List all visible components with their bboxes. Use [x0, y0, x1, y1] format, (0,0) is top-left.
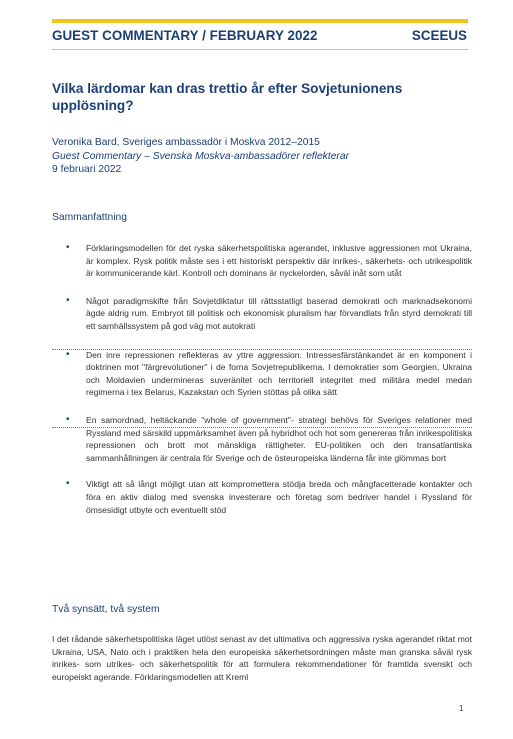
header-bottom-rule [52, 49, 468, 50]
summary-bullet [52, 349, 472, 399]
bullet-text: Något paradigmskifte från Sovjetdiktatur till rättsstatligt baserad demokrati och marknadsekonomi ägde aldrig rum. Embryot till politisk och ekonomisk pluralism har förvandlats från styrd demokrati till ett samhällssystem på god väg mot autokrati [86, 295, 472, 331]
summary-bullet [52, 242, 472, 280]
section-heading: Två synsätt, två system [52, 604, 160, 615]
bullet-icon: • [66, 413, 70, 425]
document-meta [52, 136, 472, 177]
bullet-separator [52, 349, 472, 350]
body-paragraph: I det rådande säkerhetspolitiska läget utlöst senast av det ultimativa och aggressiva ryska agerandet riktat mot Ukraina, USA, Nato och i praktiken hela den europeiska säkerhetsordningen måste man granska såväl rysk inrikes- som utrikes- och säkerhetspolitik för att formulera rekommendationer för framtida svenskt och europeiskt agerande. Förklaringsmodellen att Kreml [52, 634, 472, 682]
summary-bullet [52, 478, 472, 516]
bullet-text: Den inre repressionen reflekteras av yttre aggression. Intressesfärstänkandet är en komponent i doktrinen mot "färgrevolutioner" i de forna Sovjetrepublikerna. I demokratier som Georgien, Ukraina och Moldavien undermineras suveränitet och territoriell integritet med militära medel medan regimerna i tex Belarus, Kazakstan och Syrien stöttas på olika sätt [86, 349, 472, 398]
header-brand: SCEEUS [411, 28, 467, 43]
summary-bullet [52, 295, 472, 333]
summary-bullet-list [52, 242, 472, 516]
bullet-icon: • [66, 478, 70, 490]
header-top-rule [52, 19, 468, 23]
date-line: 9 februari 2022 [52, 164, 122, 176]
bullet-text: En samordnad, heltäckande "whole of government"- strategi behövs för Sveriges relationer med Ryssland med särskild uppmärksamhet även på hybridhot och hot som genereras från inrikespolitiska repressionen och brott mot mänskliga rättigheter. EU-politiken och den transatlantiska sammanhållningen är centrala för Sverige och de östeuropeiska länderna får inte glömmas bort [86, 414, 472, 463]
document-title: Vilka lärdomar kan dras trettio år efter Sovjetunionens upplösning? [52, 81, 403, 113]
header-title: GUEST COMMENTARY / FEBRUARY 2022 [52, 28, 318, 43]
series-line: Guest Commentary – Svenska Moskva-ambassadörer reflekterar [52, 150, 350, 162]
bullet-icon: • [66, 348, 70, 360]
summary-heading: Sammanfattning [52, 212, 127, 223]
author-line: Veronika Bard, Sveriges ambassadör i Moskva 2012–2015 [52, 137, 320, 148]
bullet-icon: • [66, 242, 70, 253]
bullet-text: Viktigt att så långt möjligt utan att kompromettera stödja breda och mångfacetterade kontakter och föra en aktiv dialog med svenska investerare och företag som bedriver handel i Ryssland för ömsesidigt utbyte och eventuellt stöd [86, 479, 472, 515]
page-number: 1 [459, 704, 464, 713]
bullet-text: Förklaringsmodellen för det ryska säkerhetspolitiska agerandet, inklusive aggressionen mot Ukraina, är komplex. Rysk politik måste ses i ett historiskt perspektiv där inrikes-, säkerhets- och utrikespolitik är kommunicerande kärl. Kontroll och dominans är nyckelorden, såväl inåt som utåt [86, 243, 472, 279]
bullet-icon: • [66, 294, 70, 306]
summary-bullet [52, 414, 472, 464]
bullet-separator [52, 427, 472, 428]
